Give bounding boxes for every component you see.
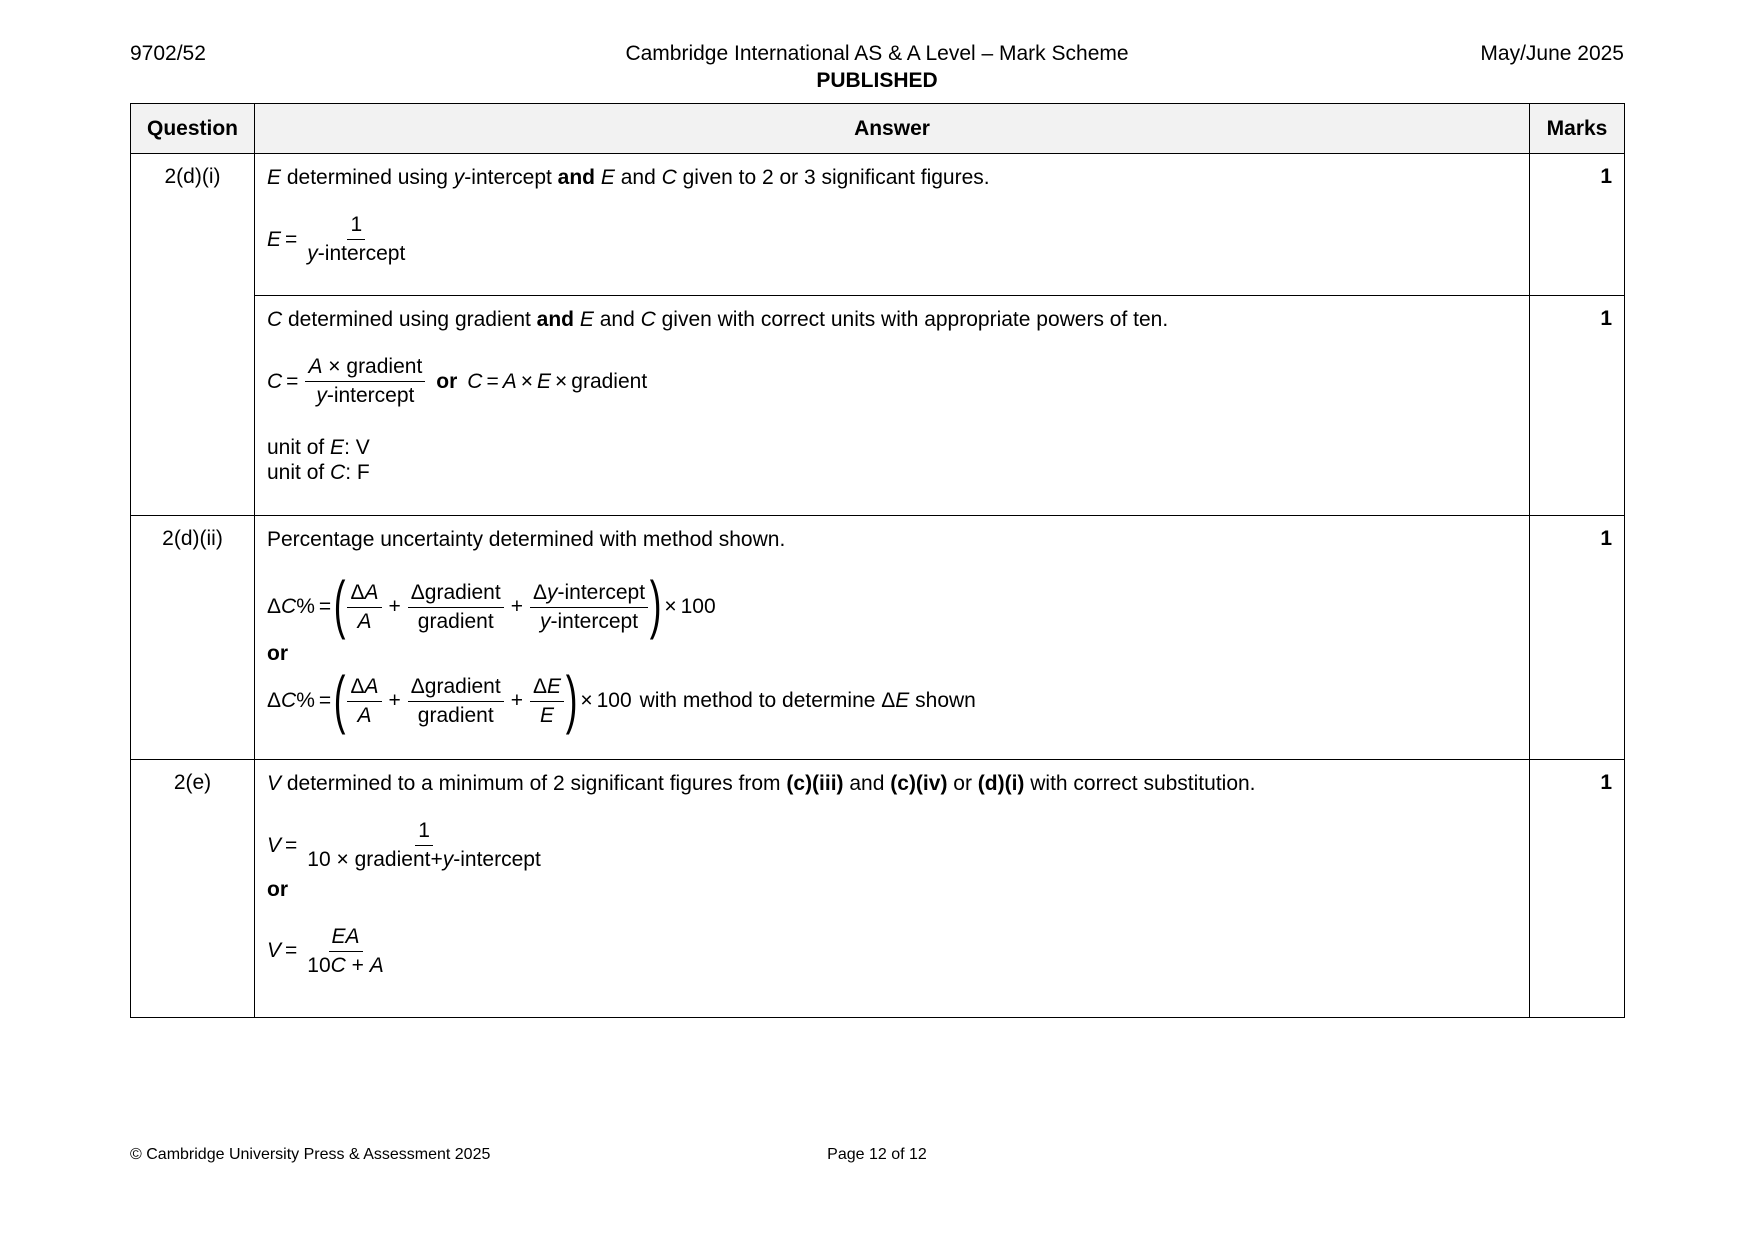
- question-number: 2(e): [131, 760, 255, 1018]
- answer-cell: [255, 296, 1530, 516]
- table-row: [131, 154, 1625, 296]
- marks-header: Marks: [1530, 104, 1625, 154]
- unit-e: unit of E: V: [267, 435, 370, 459]
- table-row: [131, 516, 1625, 760]
- equation-uncertainty-1: Δ C % = ( $\frac{\Delta A}{A}$ + $\frac{\text{Δgradient}}{\text{gradient}}$ + $\frac{\text{Δy-intercept}}{\text{y-intercept}}$ ) × 100: [267, 568, 716, 641]
- page-number: Page 12 of 12: [827, 1146, 927, 1163]
- unit-c: unit of C: F: [267, 460, 370, 484]
- marks-value: 1: [1530, 154, 1625, 296]
- question-header: Question: [131, 104, 255, 154]
- table-header-row: [131, 104, 1625, 154]
- equation-v-2: V = $\frac{EA}{10C + A}$: [267, 924, 384, 977]
- answer-cell: [255, 760, 1530, 1018]
- question-number: 2(d)(ii): [131, 516, 255, 760]
- answer-text: C determined using gradient and E and C given with correct units with appropriate powers of ten.: [267, 308, 1169, 331]
- marks-value: 1: [1530, 760, 1625, 1018]
- document-title: Cambridge International AS & A Level – Mark Scheme: [625, 42, 1129, 65]
- answer-text: Percentage uncertainty determined with method shown.: [267, 528, 786, 551]
- marks-value: 1: [1530, 516, 1625, 760]
- equation-c: C = $\frac{\text{A × gradient}}{\text{y-intercept}}$ or C = A × E × gradient: [267, 355, 648, 408]
- units-block: [267, 435, 1517, 485]
- document-code: 9702/52: [130, 42, 206, 65]
- copyright-notice: © Cambridge University Press & Assessment 2025: [130, 1146, 491, 1163]
- equation-e: E = $\frac{1}{\text{y-intercept}}$: [267, 213, 406, 266]
- question-number: 2(d)(i): [131, 154, 255, 516]
- mark-scheme-table: [130, 103, 1625, 1018]
- answer-text: E determined using y-intercept and E and C given to 2 or 3 significant figures.: [267, 166, 990, 189]
- or-label: or: [267, 642, 288, 666]
- table-row: [131, 296, 1625, 516]
- marks-value: 1: [1530, 296, 1625, 516]
- equation-uncertainty-2: Δ C % = ( $\frac{\Delta A}{A}$ + $\frac{\text{Δgradient}}{\text{gradient}}$ + $\frac{\Delta E}{E}$ ) × 100 with method to determine ΔE shown: [267, 662, 976, 735]
- answer-header: Answer: [255, 104, 1530, 154]
- published-label: PUBLISHED: [816, 69, 938, 92]
- answer-text: V determined to a minimum of 2 significant figures from (c)(iii) and (c)(iv) or (d)(i) with correct substitution.: [267, 772, 1256, 795]
- exam-session: May/June 2025: [1480, 42, 1624, 65]
- equation-note: with method to determine ΔE shown: [639, 689, 976, 713]
- answer-cell: [255, 154, 1530, 296]
- answer-cell: [255, 516, 1530, 760]
- or-label: or: [267, 877, 288, 901]
- table-row: [131, 760, 1625, 1018]
- equation-v-1: V = $\frac{1}{\text{10 × gradient+y-intercept}}$: [267, 819, 541, 872]
